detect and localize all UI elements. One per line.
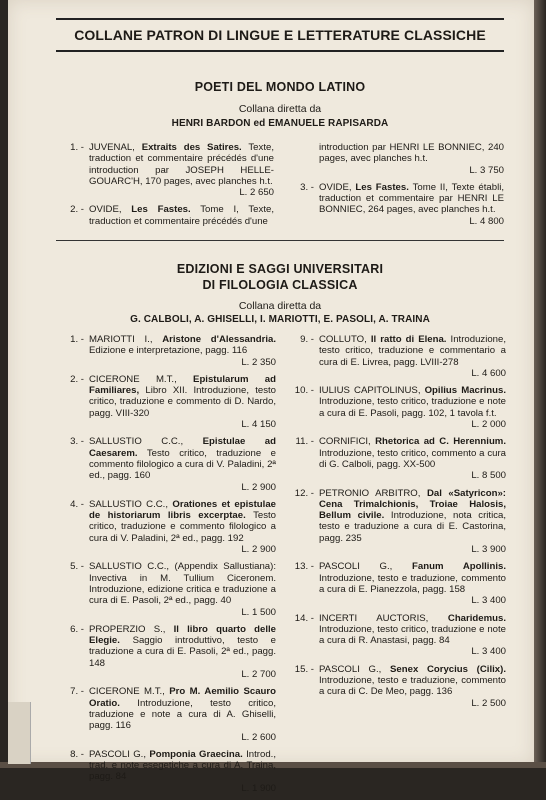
entry-author: IULIUS CAPITOLINUS, <box>319 385 421 397</box>
entry-price: L. 1 500 <box>241 606 276 618</box>
entry-description: Texte, traduction et commentaire précédés d'une introduction par JOSEPH HELLE-GOUARC'H, 170 pages, avec planches h.t. <box>89 142 274 187</box>
catalog-entry <box>56 204 274 227</box>
section1-title: POETI DEL MONDO LATINO <box>194 80 366 94</box>
entry-description: Introduzione, testo critico, traduzione e note a cura di A. Ghiselli, pagg. 116 <box>89 697 276 732</box>
torn-corner <box>8 702 31 764</box>
entry-price: L. 8 500 <box>471 470 506 482</box>
catalog-entry <box>286 664 506 709</box>
catalog-entry <box>286 385 506 430</box>
catalog-entry <box>56 436 276 492</box>
catalog-entry <box>56 624 276 680</box>
entry-author: COLLUTO, <box>319 334 367 345</box>
entry-description: Introduzione, testo e traduzione, commento a cura di C. De Meo, pagg. 136 <box>319 675 506 698</box>
catalog-entry <box>56 749 276 794</box>
entry-text <box>89 561 276 617</box>
section2-left-column <box>56 334 276 800</box>
entry-text <box>89 142 274 198</box>
entry-number: 1. - <box>70 142 84 153</box>
entry-number: 1. - <box>70 334 84 345</box>
entry-author: OVIDE, <box>89 204 122 216</box>
entry-text <box>89 686 276 742</box>
entry-author: PASCOLI G., <box>319 663 382 675</box>
entry-number: 4. - <box>70 498 84 510</box>
entry-title: Dal «Satyricon»: Cena Trimalchionis, Troiae Halosis, Bellum civile. <box>319 487 506 522</box>
entry-description: Introduzione, testo critico, traduzione e note a cura di R. Anastasi, pagg. 84 <box>319 623 506 647</box>
section2-title-line2: DI FILOLOGIA CLASSICA <box>202 278 358 292</box>
entry-text <box>319 182 504 227</box>
entry-price: L. 2 900 <box>241 481 276 493</box>
catalog-entry <box>286 488 506 556</box>
entry-price: L. 2 600 <box>241 731 276 743</box>
section-divider <box>56 240 504 241</box>
entry-author: OVIDE, <box>319 181 352 193</box>
entry-text <box>89 204 274 227</box>
series-header <box>56 18 504 52</box>
section1-right-column <box>286 142 504 233</box>
catalog-entry <box>56 142 274 198</box>
entry-number: 2. - <box>70 373 84 385</box>
entry-number: 14. - <box>294 612 314 624</box>
entry-description: Testo critico, traduzione e commento filologico a cura di V. Paladini, 2ª ed., pagg. 192 <box>89 510 276 544</box>
entry-price: L. 4 600 <box>471 367 506 379</box>
entry-description: (Appendix Sallustiana): Invectiva in M. Tullium Ciceronem. Introduzione, edizione critica e traduzione a cura di E. Pasoli, 2ª ed., pagg. 40 <box>89 561 276 607</box>
entry-author: CICERONE M.T., <box>89 686 165 698</box>
entry-text <box>89 436 276 492</box>
entry-description: Introduzione, testo critico, commento a cura di G. Calboli, pagg. XX-500 <box>319 447 506 470</box>
catalog-entry <box>286 613 506 658</box>
entry-number: 5. - <box>70 561 84 573</box>
entry-text <box>319 488 506 556</box>
entry-text <box>89 334 276 368</box>
entry-title: Pomponia Graecina. <box>149 748 243 760</box>
entry-title: Aristone d'Alessandria. <box>162 334 276 345</box>
entry-text <box>319 436 506 481</box>
entry-price: L. 3 400 <box>471 646 506 658</box>
book-edge-right <box>534 0 546 768</box>
entry-author: SALLUSTIO C.C., <box>89 498 168 510</box>
catalog-entry <box>286 142 504 176</box>
entry-title: Les Fastes. <box>355 181 409 193</box>
entry-price: L. 2 700 <box>241 669 276 681</box>
entry-number: 6. - <box>70 623 84 635</box>
catalog-entry <box>286 182 504 227</box>
section2-editors: G. CALBOLI, A. GHISELLI, I. MARIOTTI, E. PASOLI, A. TRAINA <box>130 314 430 325</box>
entry-number: 11. - <box>295 436 314 448</box>
entry-description: Edizione e interpretazione, pagg. 116 <box>89 345 248 357</box>
entry-description: introduction par HENRI LE BONNIEC, 240 pages, avec planches h.t. <box>319 142 504 165</box>
entry-text <box>319 664 506 709</box>
entry-title: Extraits des Satires. <box>141 142 242 153</box>
entry-price: L. 2 000 <box>471 419 506 431</box>
entry-number: 13. - <box>294 561 314 573</box>
entry-text <box>319 561 506 606</box>
entry-price: L. 1 900 <box>241 782 276 794</box>
entry-price: L. 3 750 <box>469 164 504 176</box>
entry-price: L. 3 400 <box>471 595 506 607</box>
entry-description: Introduzione, testo critico, traduzione e note a cura di E. Pasoli, pagg. 102, 1 tavola f.t. <box>319 396 506 419</box>
catalog-entry <box>286 561 506 606</box>
entry-description: Tome I, Texte, traduction et commentaire précédés d'une <box>89 204 274 227</box>
entry-price: L. 4 150 <box>241 419 276 431</box>
entry-number: 2. - <box>70 204 84 216</box>
entry-author: PASCOLI G., <box>319 561 393 573</box>
entry-description: Introd., trad. e note esegetiche a cura di A. Traina, pagg. 84 <box>89 748 276 783</box>
entry-author: PASCOLI G., <box>89 748 146 760</box>
section1-editors: HENRI BARDON ed EMANUELE RAPISARDA <box>171 118 389 129</box>
entry-title: Opilius Macrinus. <box>424 385 506 397</box>
entry-price: L. 2 350 <box>241 356 276 368</box>
entry-text <box>89 749 276 794</box>
entry-title: Il ratto di Elena. <box>370 334 447 345</box>
entry-title: Orationes et epistulae de historiarum libris excerptae. <box>89 498 276 522</box>
entry-price: L. 2 500 <box>471 697 506 709</box>
entry-number: 8. - <box>70 748 84 760</box>
entry-title: Pro M. Aemilio Scauro Oratio. <box>89 686 276 709</box>
entry-title: Fanum Apollinis. <box>412 561 506 573</box>
entry-title: Senex Corycius (Cilix). <box>390 663 506 675</box>
entry-number: 3. - <box>300 181 314 193</box>
entry-text <box>89 374 276 430</box>
catalog-entry <box>286 436 506 481</box>
section2-title-line1: EDIZIONI E SAGGI UNIVERSITARI <box>176 262 384 276</box>
entry-text <box>319 613 506 658</box>
entry-price: L. 2 900 <box>241 544 276 556</box>
entry-number: 7. - <box>70 686 84 698</box>
entry-author: PROPERZIO S., <box>89 623 166 635</box>
entry-text <box>319 334 506 379</box>
catalog-entry <box>56 499 276 555</box>
entry-description: Introduzione, testo critico, traduzione e commentario a cura di E. Livrea, pagg. LVIII-278 <box>319 334 507 368</box>
section1-left-column <box>56 142 274 233</box>
entry-price: L. 3 900 <box>471 544 506 556</box>
entry-author: SALLUSTIO C.C., <box>89 561 170 573</box>
entry-author: CORNIFICI, <box>319 436 371 448</box>
catalog-entry <box>56 334 276 368</box>
entry-title: Les Fastes. <box>131 204 191 216</box>
entry-price: L. 4 800 <box>469 215 504 227</box>
entry-title: Il libro quarto delle Elegie. <box>89 623 276 647</box>
entry-number: 12. - <box>294 487 314 499</box>
entry-author: JUVENAL, <box>89 142 135 153</box>
entry-number: 3. - <box>70 436 84 448</box>
entry-number: 15. - <box>294 663 314 675</box>
entry-description: Introduzione, nota critica, testo e traduzione a cura di E. Castorina, pagg. 235 <box>319 510 506 544</box>
entry-description: Saggio introduttivo, testo e traduzione a cura di E. Pasoli, 2ª ed., pagg. 148 <box>89 635 276 669</box>
entry-number <box>286 142 319 176</box>
entry-price: L. 2 650 <box>239 187 274 199</box>
entry-title: Charidemus. <box>447 612 507 624</box>
section2-right-column <box>286 334 506 715</box>
series-header-text: COLLANE PATRON DI LINGUE E LETTERATURE CLASSICHE <box>74 27 486 43</box>
entry-text <box>319 385 506 430</box>
entry-author: MARIOTTI I., <box>89 334 153 345</box>
entry-author: INCERTI AUCTORIS, <box>319 612 429 624</box>
entry-title: Epistularum ad Familiares, <box>89 373 276 397</box>
entry-text <box>89 624 276 680</box>
catalog-entry <box>56 374 276 430</box>
section1-subtitle: Collana diretta da <box>238 103 322 115</box>
entry-description: Introduzione, testo e traduzione, commento a cura di E. Pianezzola, pagg. 158 <box>319 572 506 595</box>
entry-author: PETRONIO ARBITRO, <box>319 487 421 499</box>
entry-number: 9. - <box>300 334 314 345</box>
entry-text <box>319 142 504 176</box>
catalog-entry <box>56 561 276 617</box>
entry-description: Testo critico, traduzione e commento filologico a cura di V. Paladini, 2ª ed., pagg. 160 <box>89 447 276 482</box>
entry-number: 10. - <box>294 385 314 397</box>
catalog-entry <box>286 334 506 379</box>
entry-description: Libro XII. Introduzione, testo critico, traduzione e commento di D. Nardo, pagg. VIII-320 <box>89 385 276 419</box>
catalog-entry <box>56 686 276 742</box>
entry-text <box>89 499 276 555</box>
entry-title: Rhetorica ad C. Herennium. <box>375 436 506 448</box>
entry-author: CICERONE M.T., <box>89 373 177 385</box>
entry-title: Epistulae ad Caesarem. <box>89 436 276 459</box>
section2-subtitle: Collana diretta da <box>238 300 322 312</box>
entry-author: SALLUSTIO C.C., <box>89 436 184 448</box>
entry-description: Tome II, Texte établi, traduction et commentaire par HENRI LE BONNIEC, 264 pages, avec planches h.t. <box>319 181 504 216</box>
